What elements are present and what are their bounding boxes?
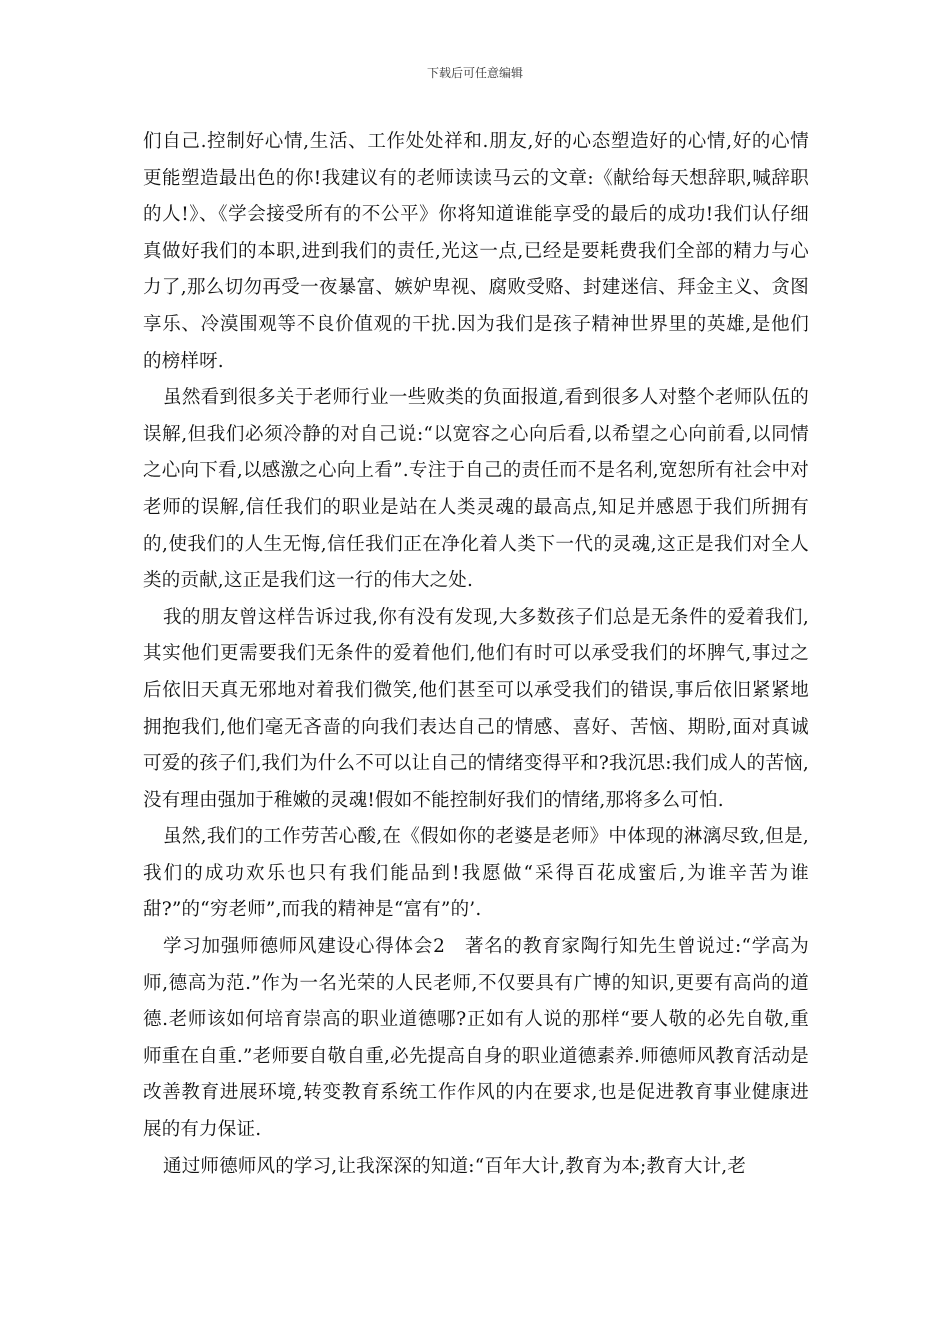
paragraph-5: 学习加强师德师风建设心得体会2 著名的教育家陶行知先生曾说过:“学高为师,德高为范.”作为一名光荣的人民老师,不仅要具有广博的知识,更要有高尚的道德.老师该如何培育崇高的职业道德哪?正如有人说的那样“要人敬的必先自敬,重师重在自重.”老师要自敬自重,必先提高自身的职业道德素养.师德师风教育活动是改善教育进展环境,转变教育系统工作作风的内在要求,也是促进教育事业健康进展的有力保证. bbox=[143, 936, 809, 1141]
paragraph-4: 虽然,我们的工作劳苦心酸,在《假如你的老婆是老师》中体现的淋漓尽致,但是,我们的成功欢乐也只有我们能品到!我愿做“采得百花成蜜后,为谁辛苦为谁甜?”的“穷老师”,而我的精神是“富有”的’. bbox=[143, 826, 809, 921]
paragraph-2: 虽然看到很多关于老师行业一些败类的负面报道,看到很多人对整个老师队伍的误解,但我们必须冷静的对自己说:“以宽容之心向后看,以希望之心向前看,以同情之心向下看,以感激之心向上看”.专注于自己的责任而不是名利,宽恕所有社会中对老师的误解,信任我们的职业是站在人类灵魂的最高点,知足并感恩于我们所拥有的,使我们的人生无悔,信任我们正在净化着人类下一代的灵魂,这正是我们对全人类的贡献,这正是我们这一行的伟大之处. bbox=[143, 387, 809, 592]
paragraph-3: 我的朋友曾这样告诉过我,你有没有发现,大多数孩子们总是无条件的爱着我们,其实他们更需要我们无条件的爱着他们,他们有时可以承受我们的坏脾气,事过之后依旧天真无邪地对着我们微笑,他们甚至可以承受我们的错误,事后依旧紧紧地拥抱我们,他们毫无吝啬的向我们表达自己的情感、喜好、苦恼、期盼,面对真诚可爱的孩子们,我们为什么不可以让自己的情绪变得平和?我沉思:我们成人的苦恼,没有理由强加于稚嫩的灵魂!假如不能控制好我们的情绪,那将多么可怕. bbox=[143, 606, 809, 811]
page-header: 下载后可任意编辑 bbox=[426, 66, 523, 80]
paragraph-1: 们自己.控制好心情,生活、工作处处祥和.朋友,好的心态塑造好的心情,好的心情更能塑造最出色的你!我建议有的老师读读马云的文章:《献给每天想辞职,喊辞职的人!》、《学会接受所有的不公平》你将知道谁能享受的最后的成功!我们认仔细真做好我们的本职,进到我们的责任,光这一点,已经是要耗费我们全部的精力与心力了,那么切勿再受一夜暴富、嫉妒卑视、腐败受赂、封建迷信、拜金主义、贪图享乐、冷漠围观等不良价值观的干扰.因为我们是孩子精神世界里的英雄,是他们的榜样呀. bbox=[143, 131, 809, 372]
document-body bbox=[143, 124, 809, 1185]
paragraph-6: 通过师德师风的学习,让我深深的知道:“百年大计,教育为本;教育大计,老 bbox=[163, 1155, 747, 1177]
